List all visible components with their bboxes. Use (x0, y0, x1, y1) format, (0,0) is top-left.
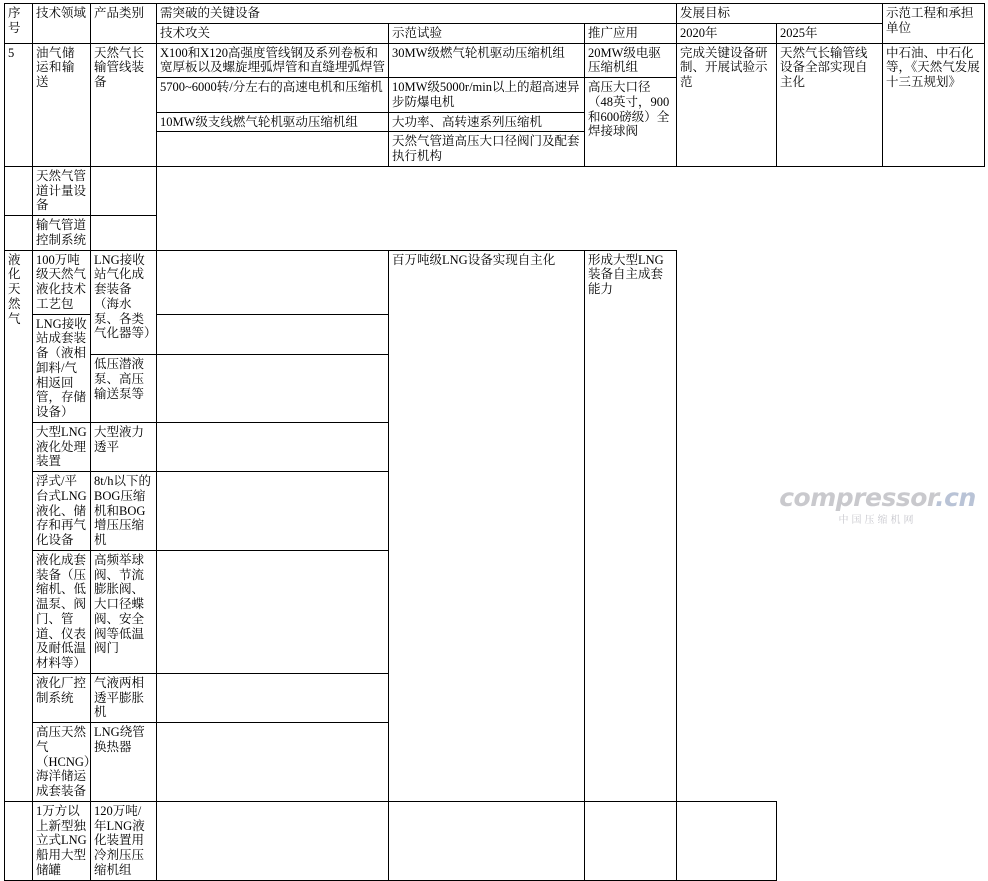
cell-demo: 输气管道控制系统 (33, 216, 91, 251)
equipment-roadmap-table (4, 3, 985, 881)
cell-demo: 大型液力透平 (91, 422, 157, 471)
cell-unit-last (677, 801, 777, 880)
cell-tech: X100和X120高强度管线钢及系列卷板和宽厚板以及螺旋埋弧焊管和直缝埋弧焊管 (157, 43, 389, 78)
watermark-domain-text: .cn (935, 483, 976, 512)
cell-goal-2020-last (389, 801, 585, 880)
cell-promo (157, 422, 389, 471)
cell-tech (157, 132, 389, 167)
cell-promo: 高压大口径（48英寸，900和600磅级）全焊接球阀 (585, 78, 677, 167)
cell-tech: 大型LNG液化处理装置 (33, 422, 91, 471)
header-key-equipment: 需突破的关键设备 (157, 4, 677, 24)
cell-promo (157, 472, 389, 551)
table-row (5, 250, 985, 314)
cell-demo: 天然气管道计量设备 (33, 166, 91, 215)
header-tech-breakthrough: 技术攻关 (157, 23, 389, 43)
cell-promo (91, 216, 157, 251)
cell-field: 油气储运和输送 (33, 43, 91, 166)
cell-promo (157, 723, 389, 802)
cell-demo: 10MW级5000r/min以上的超高速异步防爆电机 (389, 78, 585, 113)
cell-tech: 液化成套装备（压缩机、低温泵、阀门、管道、仪表及耐低温材料等） (33, 550, 91, 673)
header-goal-2025: 2025年 (777, 23, 883, 43)
cell-category-lng-last (5, 801, 33, 880)
cell-goal-2025: 形成大型LNG装备自主成套能力 (585, 250, 677, 801)
cell-promo (157, 801, 389, 880)
table-row (5, 166, 985, 215)
cell-tech: 液化厂控制系统 (33, 673, 91, 722)
cell-tech (5, 216, 33, 251)
cell-category-gas-pipeline: 天然气长输管线装备 (91, 43, 157, 166)
cell-demo: 低压潜液泵、高压输送泵等 (91, 355, 157, 423)
cell-promo (157, 673, 389, 722)
header-serial: 序号 (5, 4, 33, 44)
cell-demo: 大功率、高转速系列压缩机 (389, 112, 585, 132)
header-field: 技术领域 (33, 4, 91, 44)
cell-tech: 100万吨级天然气液化技术工艺包 (33, 250, 91, 314)
cell-tech: 高压天然气（HCNG）海洋储运成套装备 (33, 723, 91, 802)
cell-demo-project-unit: 中石油、中石化等，《天然气发展十三五规划》 (883, 43, 985, 166)
cell-promo (157, 355, 389, 423)
cell-promo (157, 550, 389, 673)
cell-promo (91, 166, 157, 215)
cell-tech: 1万方以上新型独立式LNG船用大型储罐 (33, 801, 91, 880)
cell-goal-2020: 百万吨级LNG设备实现自主化 (389, 250, 585, 801)
cell-tech (5, 166, 33, 215)
cell-tech: 10MW级支线燃气轮机驱动压缩机组 (157, 112, 389, 132)
cell-promo (157, 314, 389, 355)
header-demo-project-unit: 示范工程和承担单位 (883, 4, 985, 44)
cell-tech: 浮式/平台式LNG液化、储存和再气化设备 (33, 472, 91, 551)
cell-demo: 30MW级燃气轮机驱动压缩机组 (389, 43, 585, 78)
cell-demo: LNG绕管换热器 (91, 723, 157, 802)
cell-demo: LNG接收站气化成套装备（海水泵、各类气化器等） (91, 250, 157, 355)
cell-goal-2025: 天然气长输管线设备全部实现自主化 (777, 43, 883, 166)
table-body-continued (5, 166, 985, 880)
header-demo-trial: 示范试验 (389, 23, 585, 43)
cell-promo: 20MW级电驱压缩机组 (585, 43, 677, 78)
header-category: 产品类别 (91, 4, 157, 44)
cell-category-lng: 液化天然气 (5, 250, 33, 801)
header-goal-2020: 2020年 (677, 23, 777, 43)
table-row (5, 216, 985, 251)
cell-serial: 5 (5, 43, 33, 166)
table-header-row-1 (5, 4, 985, 24)
cell-demo: 气液两相透平膨胀机 (91, 673, 157, 722)
watermark-main-text: compressor (779, 483, 936, 512)
table-row (5, 801, 985, 880)
cell-promo (157, 250, 389, 314)
cell-demo: 8t/h以下的BOG压缩机和BOG增压压缩机 (91, 472, 157, 551)
header-promotion: 推广应用 (585, 23, 677, 43)
header-development-goal: 发展目标 (677, 4, 883, 24)
cell-demo: 高频举球阀、节流膨胀阀、大口径蝶阀、安全阀等低温阀门 (91, 550, 157, 673)
cell-tech: LNG接收站成套装备（液相卸料/气相返回管，存储设备） (33, 314, 91, 422)
cell-demo: 120万吨/年LNG液化装置用冷剂压压缩机组 (91, 801, 157, 880)
cell-goal-2020: 完成关键设备研制、开展试验示范 (677, 43, 777, 166)
watermark-subtitle: 中国压缩机网 (838, 515, 917, 526)
cell-demo: 天然气管道高压大口径阀门及配套执行机构 (389, 132, 585, 167)
cell-goal-2025-last (585, 801, 677, 880)
cell-tech: 5700~6000转/分左右的高速电机和压缩机 (157, 78, 389, 113)
